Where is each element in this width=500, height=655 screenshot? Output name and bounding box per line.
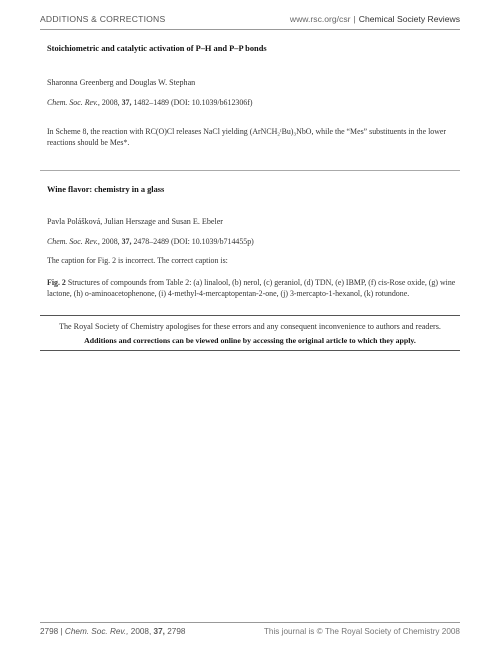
caption-text: Structures of compounds from Table 2: (a) linalool, (b) nerol, (c) geraniol, (d) TDN, (e) IBMP, (f) cis-Rose oxide, (g) wine lactone, (h) o-aminoacetophenone, (i) 4-methyl-4-mercaptopentan-2-one, (j) 3-mercapto-1-hexanol, (k) rotundone. <box>47 278 456 298</box>
header-separator: | <box>353 14 356 24</box>
header-rule <box>40 29 460 30</box>
citation-year: 2008, <box>101 237 120 246</box>
correction1-citation: Chem. Soc. Rev., 2008, 37, 1482–1489 (DOI: 10.1039/b612306f) <box>47 98 253 107</box>
correction2-citation: Chem. Soc. Rev., 2008, 37, 2478–2489 (DOI: 10.1039/b714455p) <box>47 237 254 246</box>
apology-notice: The Royal Society of Chemistry apologises for these errors and any consequent inconvenience to authors and readers. <box>59 322 441 331</box>
running-header <box>40 14 460 28</box>
section-divider <box>40 170 460 171</box>
citation-journal: Chem. Soc. Rev. <box>47 98 98 107</box>
footer-citation <box>40 627 185 636</box>
citation-pages-doi[interactable]: 1482–1489 (DOI: 10.1039/b612306f) <box>133 98 253 107</box>
footer-year: 2008, <box>130 627 152 636</box>
copyright-notice: This journal is © The Royal Society of Chemistry 2008 <box>263 627 460 636</box>
correction2-intro: The caption for Fig. 2 is incorrect. The correct caption is: <box>47 256 228 265</box>
journal-name: Chemical Society Reviews <box>358 14 460 24</box>
citation-year: 2008, <box>101 98 120 107</box>
correction1-title: Stoichiometric and catalytic activation of P–H and P–P bonds <box>47 44 267 53</box>
notice-bottom-rule <box>40 350 460 351</box>
journal-url-link[interactable]: www.rsc.org/csr <box>289 14 351 24</box>
page-number: 2798 <box>40 627 59 636</box>
notice-top-rule <box>40 315 460 316</box>
citation-pages-doi[interactable]: 2478–2489 (DOI: 10.1039/b714455p) <box>133 237 254 246</box>
footer-page: 2798 <box>167 627 186 636</box>
header-right <box>290 14 460 24</box>
citation-volume: 37, <box>121 237 132 246</box>
caption-label: Fig. 2 <box>47 278 66 287</box>
section-label: ADDITIONS & CORRECTIONS <box>40 14 166 24</box>
citation-volume: 37, <box>121 98 132 107</box>
correction1-authors: Sharonna Greenberg and Douglas W. Stephan <box>47 78 196 87</box>
correction2-authors: Pavla Polášková, Julian Herszage and Susan E. Ebeler <box>47 217 223 226</box>
footer-journal: Chem. Soc. Rev., <box>64 627 129 636</box>
footer-volume: 37, <box>153 627 165 636</box>
online-access-notice: Additions and corrections can be viewed online by accessing the original article to which they apply. <box>84 336 416 345</box>
figure-caption <box>47 278 460 299</box>
footer-rule <box>40 622 460 623</box>
correction1-text: In Scheme 8, the reaction with RC(O)Cl releases NaCl yielding (ArNCH₂ᵗBu)₃NbO, while the “Mes” substituents in the lower reactions should be Mes*. <box>47 127 447 147</box>
citation-journal: Chem. Soc. Rev. <box>47 237 98 246</box>
footer-separator: | <box>60 627 63 636</box>
correction2-title: Wine flavor: chemistry in a glass <box>47 185 165 194</box>
running-footer <box>40 627 460 639</box>
